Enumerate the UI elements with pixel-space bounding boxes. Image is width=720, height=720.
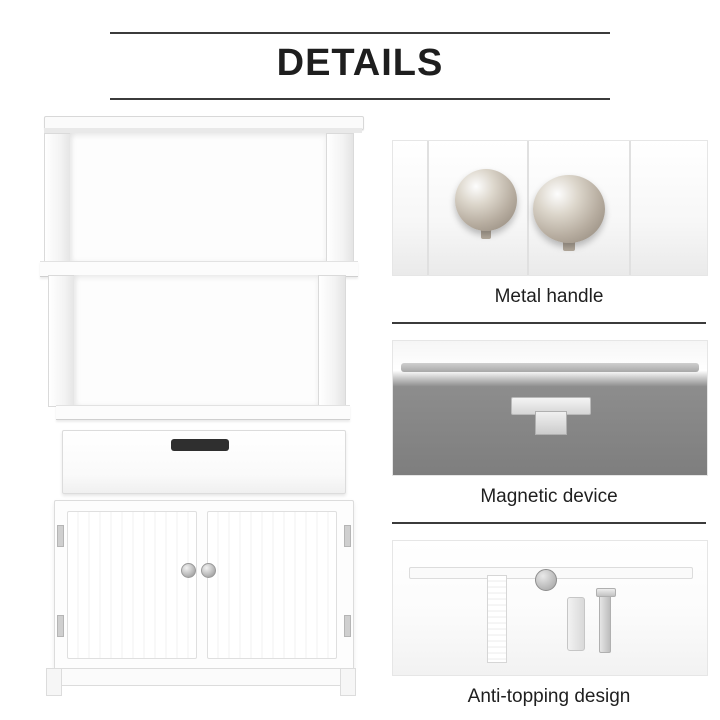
upper-left-post (44, 133, 72, 263)
anti-topping-caption: Anti-topping design (467, 686, 631, 707)
lower-right-post (318, 275, 346, 407)
detail-divider-2 (392, 522, 706, 524)
cabinet-drawer[interactable] (62, 430, 346, 494)
cabinet-top-rail (401, 363, 699, 372)
cupboard-door-left[interactable] (67, 511, 197, 659)
lower-left-post (48, 275, 76, 407)
upper-shelf-opening (70, 133, 326, 261)
metal-handle-photo (392, 140, 708, 276)
main-product-photo (14, 100, 374, 700)
magnetic-device-caption: Magnetic device (480, 486, 618, 507)
header-rule-top (110, 32, 610, 34)
door-hinge-right-bottom (344, 615, 351, 637)
anti-tip-strap (487, 575, 507, 663)
door-hinge-left-top (57, 525, 64, 547)
drawer-top-board (56, 405, 350, 420)
detail-card-anti-topping (392, 540, 706, 708)
lower-shelf-opening (74, 275, 318, 405)
magnetic-catch-body (535, 411, 567, 435)
wood-screw-icon (599, 593, 611, 653)
cupboard-knob-right[interactable] (201, 563, 216, 578)
panel-seam-center (527, 141, 529, 275)
metal-knob-left-icon (455, 169, 517, 231)
storage-cabinet-illustration (32, 108, 362, 693)
panel-seam-right (629, 141, 631, 275)
lower-cupboard (54, 500, 354, 670)
anti-topping-photo-background (393, 541, 707, 675)
detail-divider-1 (392, 322, 706, 324)
metal-knob-right-icon (533, 175, 605, 243)
magnetic-device-photo (392, 340, 708, 476)
drawer-pull-handle[interactable] (171, 439, 229, 451)
page-title: DETAILS (276, 42, 444, 84)
wall-anchor-icon (567, 597, 585, 651)
detail-card-magnetic-device (392, 340, 706, 508)
door-hinge-right-top (344, 525, 351, 547)
cupboard-door-right[interactable] (207, 511, 337, 659)
cabinet-foot-left (46, 668, 62, 696)
door-hinge-left-bottom (57, 615, 64, 637)
anti-topping-photo (392, 540, 708, 676)
upper-right-post (326, 133, 354, 263)
cabinet-foot-right (340, 668, 356, 696)
panel-seam-left (427, 141, 429, 275)
cupboard-knob-left[interactable] (181, 563, 196, 578)
strap-screw-head-icon (535, 569, 557, 591)
metal-handle-caption: Metal handle (494, 286, 604, 307)
cabinet-base-skirt (54, 668, 354, 686)
detail-card-metal-handle (392, 140, 706, 308)
